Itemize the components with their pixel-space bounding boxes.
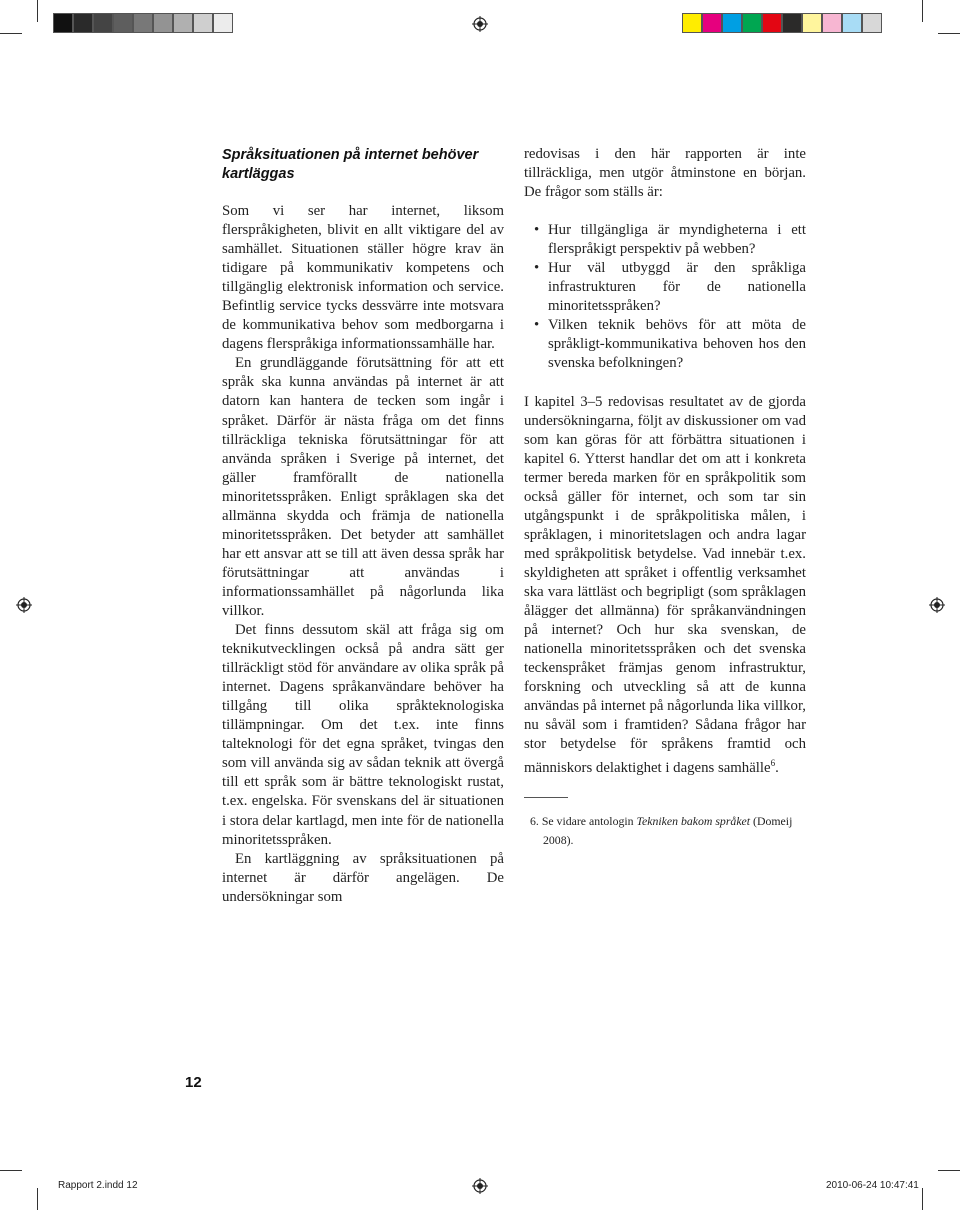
list-item: • Vilken teknik behövs för att möta de språkligt-kommunikativa behoven hos den svenska befolkningen?: [534, 317, 806, 372]
gray-swatch: [53, 13, 73, 33]
section-heading: Språksituationen på internet behöver kartläggas: [222, 147, 479, 182]
registration-mark-icon: [929, 597, 945, 613]
right-text-column: [524, 145, 806, 850]
bullet-icon: •: [534, 260, 540, 277]
footnote-divider: [524, 797, 568, 798]
footnote-title: Tekniken bakom språket: [636, 814, 751, 829]
footnote-number: 6.: [530, 814, 539, 829]
crop-mark: [37, 1188, 38, 1210]
paragraph: redovisas i den här rapporten är inte tillräckliga, men utgör åtminstone en början. De frågor som ställs är:: [524, 146, 806, 201]
list-item: • Hur tillgängliga är myndigheterna i ett flerspråkigt perspektiv på webben?: [534, 222, 806, 258]
gray-swatch: [113, 13, 133, 33]
left-text-column: [222, 202, 504, 907]
crop-mark: [922, 1188, 923, 1210]
footnote: 6. Se vidare antologin Tekniken bakom språket (Domeij 2008).: [530, 814, 793, 848]
crop-mark: [37, 0, 38, 22]
color-swatch: [702, 13, 722, 33]
crop-mark: [0, 1170, 22, 1171]
paragraph: I kapitel 3–5 redovisas resultatet av de gjorda undersökningarna, följt av diskussioner om vad som kan göras för att förbättra situationen i kapitel 6. Ytterst handlar det om att i konkreta termer beredа marken för en språkpolitik som också gäller för internet, och som tar sin utgångspunkt i de språkpolitiska målen, i språklagen, i minoritetslagen och andra lagar med språkpolitisk betydelse. Vad innebär t.ex. skyldigheten att språket i offentlig verksamhet ska vara lättläst och begripligt (som språklagen ålägger det allmänna) för språkanvändningen på internet? Och hur ska svenskan, de nationella minoritetsspråken och det svenska teckenspråket främjas genom infrastruktur, forskning och utveckling så att de kunna användas på internet på någorlunda lika villkor, nu såväl som i framtiden? Sådana frågor har stor betydelse för språkens framtid och människors delaktighet i dagens samhälle$^6$.: [524, 393, 806, 777]
crop-mark: [938, 33, 960, 34]
slug-filename: Rapport 2.indd 12: [58, 1180, 138, 1191]
paragraph: Som vi ser har internet, liksom flerspråkigheten, blivit en allt viktigare del av samhället. Situationen ställer högre krav än tidigare på kommunikativ kompetens och tillgänglig elektronisk information och service. Befintlig service tycks dessvärre inte motsvara de kommunikativa behov som medborgarna i dagens flerspråkiga informationssamhälle har.: [222, 203, 504, 353]
crop-mark: [0, 33, 22, 34]
list-item: • Hur väl utbyggd är den språkliga infrastrukturen för de nationella minoritetsspråken?: [534, 260, 806, 315]
crop-mark: [938, 1170, 960, 1171]
bullet-icon: •: [534, 222, 540, 239]
paragraph: Det finns dessutom skäl att fråga sig om teknikutvecklingen också på andra sätt ger tillräckligt stöd för användare av olika språk på internet. Dagens språkanvändare behöver ha tillgång till olika språkteknologiska tillämpningar. Om det t.ex. inte finns talteknologi för det egna språket, tvingas den som vill använda sig av sådan teknik att övergå till ett språk som är bättre teknologiskt rustat, t.ex. engelska. För svenskans del är situationen i stora delar kartlagd, men inte för de nationella minoritetsspråken.: [222, 622, 504, 848]
color-swatch: [722, 13, 742, 33]
gray-swatch: [73, 13, 93, 33]
gray-swatch: [193, 13, 213, 33]
paragraph: En grundläggande förutsättning för att ett språk ska kunna användas på internet är att datorn kan hantera de tecken som ingår i språket. Därför är nästa fråga om det finns tillräckliga tekniska förutsättningar för att använda språken i Sverige på internet, det gäller framförallt de nationella minoritetsspråken. Enligt språklagen ska det allmänna skydda och främja de nationella minoritetsspråken. Det betyder att samhället har ett ansvar att se till att även dessa språk har förutsättningar att användas i informationssamhället på någorlunda lika villkor.: [222, 355, 504, 619]
footnote-reference[interactable]: 6: [770, 758, 776, 769]
color-swatch: [862, 13, 882, 33]
gray-color-bar: [53, 13, 233, 35]
color-swatch: [742, 13, 762, 33]
bullet-icon: •: [534, 317, 540, 334]
gray-swatch: [213, 13, 233, 33]
registration-mark-icon: [16, 597, 32, 613]
question-list: [524, 221, 806, 373]
color-swatch: [802, 13, 822, 33]
process-color-bar: [682, 13, 882, 35]
gray-swatch: [153, 13, 173, 33]
paragraph: En kartläggning av språksituationen på internet är därför angelägen. De undersökningar som: [222, 850, 504, 905]
gray-swatch: [173, 13, 193, 33]
slug-timestamp: 2010-06-24 10:47:41: [826, 1180, 919, 1191]
page-number: 12: [185, 1074, 202, 1091]
registration-mark-icon: [472, 16, 488, 32]
color-swatch: [682, 13, 702, 33]
color-swatch: [842, 13, 862, 33]
registration-mark-icon: [472, 1178, 488, 1194]
gray-swatch: [93, 13, 113, 33]
color-swatch: [822, 13, 842, 33]
crop-mark: [922, 0, 923, 22]
color-swatch: [762, 13, 782, 33]
gray-swatch: [133, 13, 153, 33]
color-swatch: [782, 13, 802, 33]
